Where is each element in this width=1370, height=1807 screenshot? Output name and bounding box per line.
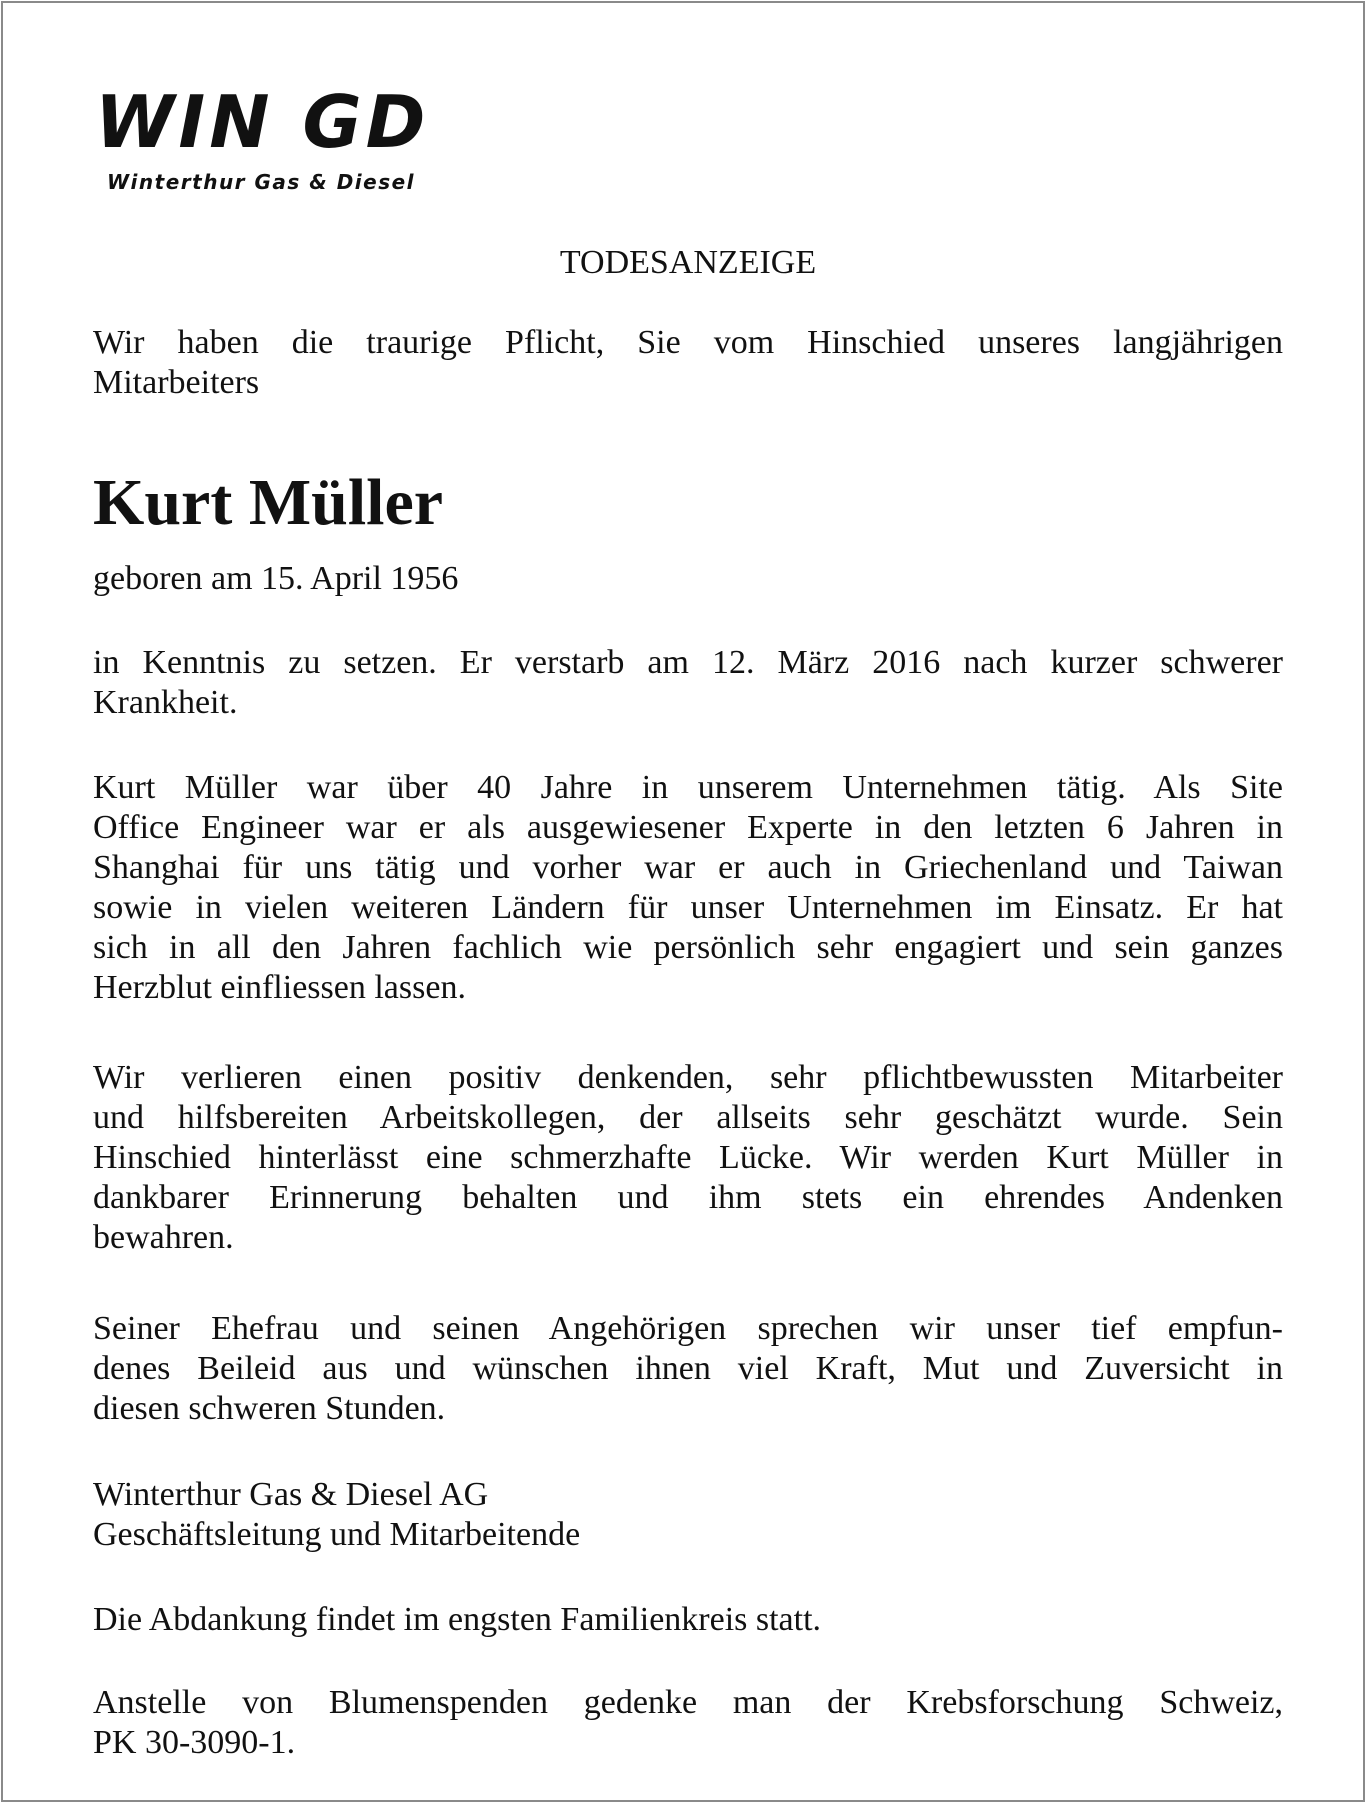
notice-heading: TODESANZEIGE xyxy=(559,244,817,281)
signature-company: Winterthur Gas & Diesel AG xyxy=(93,1476,489,1513)
career-line: Shanghai für uns tätig und vorher war er auch in Griechenland und Taiwan xyxy=(93,849,1283,886)
funeral-line: Die Abdankung findet im engsten Familienkreis statt. xyxy=(93,1601,822,1638)
tribute-line: Wir verlieren einen positiv denkenden, sehr pflichtbewussten Mitarbeiter xyxy=(93,1059,1283,1096)
signature-block xyxy=(93,1475,1283,1555)
intro-line: Mitarbeiters xyxy=(93,364,260,401)
tribute-paragraph xyxy=(93,1058,1283,1258)
company-logo xyxy=(93,83,453,203)
donation-line: PK 30-3090-1. xyxy=(93,1724,296,1761)
funeral-note xyxy=(93,1600,1283,1640)
birth-line: geboren am 15. April 1956 xyxy=(93,560,459,597)
donation-note xyxy=(93,1683,1283,1763)
death-line: in Kenntnis zu setzen. Er verstarb am 12. März 2016 nach kurzer schwerer xyxy=(93,644,1283,681)
career-paragraph xyxy=(93,768,1283,1008)
career-line: Kurt Müller war über 40 Jahre in unserem Unternehmen tätig. Als Site xyxy=(93,769,1283,806)
intro-line: Wir haben die traurige Pflicht, Sie vom Hinschied unseres langjährigen xyxy=(93,324,1283,361)
logo-wordmark-graphic xyxy=(93,83,453,163)
deceased-name: Kurt Müller xyxy=(93,466,444,539)
notice-frame xyxy=(1,1,1365,1802)
signature-group: Geschäftsleitung und Mitarbeitende xyxy=(93,1516,581,1553)
condolence-line: diesen schweren Stunden. xyxy=(93,1390,446,1427)
tribute-line: Hinschied hinterlässt eine schmerzhafte Lücke. Wir werden Kurt Müller in xyxy=(93,1139,1283,1176)
death-paragraph xyxy=(93,643,1283,723)
career-line: Office Engineer war er als ausgewiesener Experte in den letzten 6 Jahren in xyxy=(93,809,1283,846)
career-line: sowie in vielen weiteren Ländern für unser Unternehmen im Einsatz. Er hat xyxy=(93,889,1283,926)
condolence-paragraph xyxy=(93,1309,1283,1429)
career-line: sich in all den Jahren fachlich wie persönlich sehr engagiert und sein ganzes xyxy=(93,929,1283,966)
death-line: Krankheit. xyxy=(93,684,238,721)
donation-line: Anstelle von Blumenspenden gedenke man der Krebsforschung Schweiz, xyxy=(93,1684,1283,1721)
condolence-line: Seiner Ehefrau und seinen Angehörigen sprechen wir unser tief empfun- xyxy=(93,1310,1283,1347)
logo-subtitle: Winterthur Gas & Diesel xyxy=(107,170,416,194)
intro-paragraph xyxy=(93,323,1283,403)
tribute-line: bewahren. xyxy=(93,1219,234,1256)
condolence-line: denes Beileid aus und wünschen ihnen viel Kraft, Mut und Zuversicht in xyxy=(93,1350,1283,1387)
career-line: Herzblut einfliessen lassen. xyxy=(93,969,466,1006)
birth-date xyxy=(93,559,1283,599)
tribute-line: und hilfsbereiten Arbeitskollegen, der allseits sehr geschätzt wurde. Sein xyxy=(93,1099,1283,1136)
logo-wordmark: WIN GD xyxy=(95,83,430,163)
tribute-line: dankbarer Erinnerung behalten und ihm stets ein ehrendes Andenken xyxy=(93,1179,1283,1216)
